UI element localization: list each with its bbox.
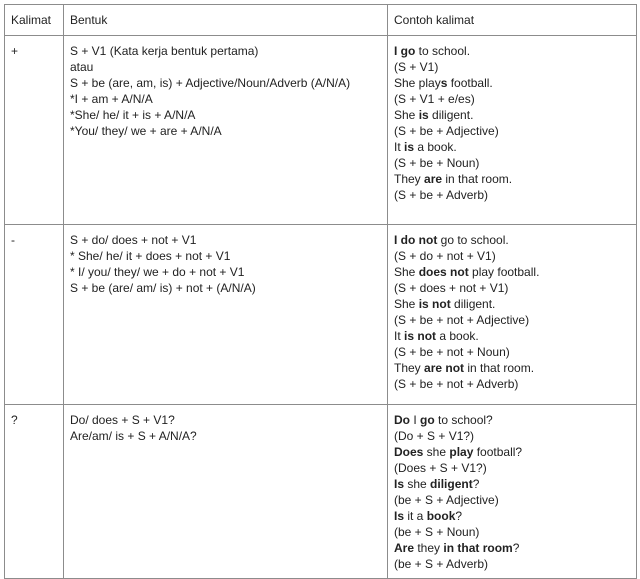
example-segment: it a xyxy=(404,509,427,523)
example-line xyxy=(394,444,630,460)
example-bold-segment: are not xyxy=(424,361,465,375)
bentuk-line: S + V1 (Kata kerja bentuk pertama) xyxy=(70,44,259,58)
contoh-cell xyxy=(388,36,637,225)
bentuk-line: *You/ they/ we + are + A/N/A xyxy=(70,124,222,138)
example-segment: (S + be + Adjective) xyxy=(394,124,499,138)
example-segment: to school. xyxy=(415,44,471,58)
example-segment: (S + be + not + Adverb) xyxy=(394,377,519,391)
example-segment: a book. xyxy=(436,329,479,343)
example-line xyxy=(394,312,630,328)
example-segment: (S + does + not + V1) xyxy=(394,281,509,295)
example-segment: she xyxy=(404,477,431,491)
example-line xyxy=(394,476,630,492)
bentuk-line: *I + am + A/N/A xyxy=(70,92,153,106)
example-bold-segment: Does xyxy=(394,445,424,459)
example-segment: (S + be + Adverb) xyxy=(394,188,489,202)
bentuk-line: * I/ you/ they/ we + do + not + V1 xyxy=(70,265,245,279)
contoh-cell xyxy=(388,225,637,405)
header-kalimat: Kalimat xyxy=(5,5,64,36)
header-row xyxy=(5,5,637,36)
example-segment: (be + S + Noun) xyxy=(394,525,480,539)
example-segment: (Do + S + V1?) xyxy=(394,429,475,443)
example-segment: ? xyxy=(512,541,520,555)
example-segment: I xyxy=(410,413,421,427)
header-contoh: Contoh kalimat xyxy=(388,5,637,36)
bentuk-line: Do/ does + S + V1? xyxy=(70,413,175,427)
bentuk-cell xyxy=(64,405,388,579)
example-segment: She xyxy=(394,265,419,279)
example-line xyxy=(394,171,630,187)
example-line xyxy=(394,428,630,444)
example-segment: to school? xyxy=(434,413,493,427)
table-row-question xyxy=(5,405,637,579)
bentuk-line: *She/ he/ it + is + A/N/A xyxy=(70,108,196,122)
bentuk-line: * She/ he/ it + does + not + V1 xyxy=(70,249,231,263)
kalimat-cell: ? xyxy=(5,405,64,579)
example-segment: (S + V1) xyxy=(394,60,439,74)
bentuk-line: S + be (are, am, is) + Adjective/Noun/Adverb (A/N/A) xyxy=(70,76,351,90)
example-segment: she xyxy=(423,445,450,459)
example-segment: (be + S + Adverb) xyxy=(394,557,489,571)
example-segment: football. xyxy=(447,76,493,90)
example-bold-segment: does not xyxy=(418,265,469,279)
example-line xyxy=(394,59,630,75)
bentuk-line: atau xyxy=(70,60,94,74)
example-line xyxy=(394,412,630,428)
example-segment: (Does + S + V1?) xyxy=(394,461,487,475)
example-segment: She xyxy=(394,108,419,122)
example-segment: (S + do + not + V1) xyxy=(394,249,496,263)
example-line xyxy=(394,123,630,139)
example-bold-segment: are xyxy=(424,172,443,186)
table-row-negative xyxy=(5,225,637,405)
example-bold-segment: Is xyxy=(394,509,405,523)
example-segment: diligent. xyxy=(428,108,474,122)
example-line xyxy=(394,540,630,556)
bentuk-line: Are/am/ is + S + A/N/A? xyxy=(70,429,197,443)
example-segment: diligent. xyxy=(450,297,496,311)
bentuk-cell xyxy=(64,225,388,405)
kalimat-cell: + xyxy=(5,36,64,225)
example-line xyxy=(394,91,630,107)
example-bold-segment: play xyxy=(449,445,474,459)
contoh-cell xyxy=(388,405,637,579)
example-bold-segment: is xyxy=(404,140,415,154)
example-bold-segment: Are xyxy=(394,541,415,555)
example-bold-segment: I go xyxy=(394,44,416,58)
example-segment: (S + be + not + Noun) xyxy=(394,345,510,359)
example-segment: ? xyxy=(472,477,480,491)
example-line xyxy=(394,155,630,171)
example-segment: She xyxy=(394,297,419,311)
example-line xyxy=(394,248,630,264)
example-segment: She play xyxy=(394,76,441,90)
example-segment: in that room. xyxy=(464,361,535,375)
example-line xyxy=(394,360,630,376)
example-segment: They xyxy=(394,172,425,186)
kalimat-cell: - xyxy=(5,225,64,405)
example-line xyxy=(394,492,630,508)
example-line xyxy=(394,508,630,524)
example-line xyxy=(394,139,630,155)
example-segment: (S + be + Noun) xyxy=(394,156,480,170)
grammar-table xyxy=(4,4,637,579)
bentuk-cell xyxy=(64,36,388,225)
example-segment: It xyxy=(394,329,405,343)
example-segment: in that room. xyxy=(442,172,513,186)
example-segment: football? xyxy=(473,445,523,459)
example-line xyxy=(394,187,630,203)
example-bold-segment: Do xyxy=(394,413,410,427)
example-segment: They xyxy=(394,361,425,375)
example-segment: (S + be + not + Adjective) xyxy=(394,313,530,327)
table-row-positive xyxy=(5,36,637,225)
example-bold-segment: I do not xyxy=(394,233,438,247)
example-segment: go to school. xyxy=(437,233,509,247)
example-line xyxy=(394,376,630,392)
bentuk-line: S + be (are/ am/ is) + not + (A/N/A) xyxy=(70,281,256,295)
example-segment: play football. xyxy=(468,265,540,279)
example-bold-segment: in that room xyxy=(443,541,513,555)
example-line xyxy=(394,107,630,123)
example-segment: (S + V1 + e/es) xyxy=(394,92,475,106)
example-line xyxy=(394,75,630,91)
example-line xyxy=(394,280,630,296)
header-bentuk: Bentuk xyxy=(64,5,388,36)
example-segment: a book. xyxy=(414,140,457,154)
example-segment: ? xyxy=(455,509,463,523)
example-line xyxy=(394,344,630,360)
example-segment: (be + S + Adjective) xyxy=(394,493,499,507)
example-line xyxy=(394,232,630,248)
example-bold-segment: is not xyxy=(418,297,451,311)
example-bold-segment: go xyxy=(420,413,435,427)
example-line xyxy=(394,264,630,280)
example-segment: It xyxy=(394,140,405,154)
example-line xyxy=(394,328,630,344)
example-line xyxy=(394,556,630,572)
example-line xyxy=(394,43,630,59)
example-bold-segment: diligent xyxy=(430,477,473,491)
example-bold-segment: is xyxy=(418,108,429,122)
example-segment: they xyxy=(414,541,444,555)
bentuk-line: S + do/ does + not + V1 xyxy=(70,233,197,247)
example-line xyxy=(394,524,630,540)
example-bold-segment: book xyxy=(426,509,456,523)
example-line xyxy=(394,460,630,476)
example-bold-segment: Is xyxy=(394,477,405,491)
example-line xyxy=(394,296,630,312)
example-bold-segment: s xyxy=(440,76,448,90)
example-bold-segment: is not xyxy=(404,329,437,343)
